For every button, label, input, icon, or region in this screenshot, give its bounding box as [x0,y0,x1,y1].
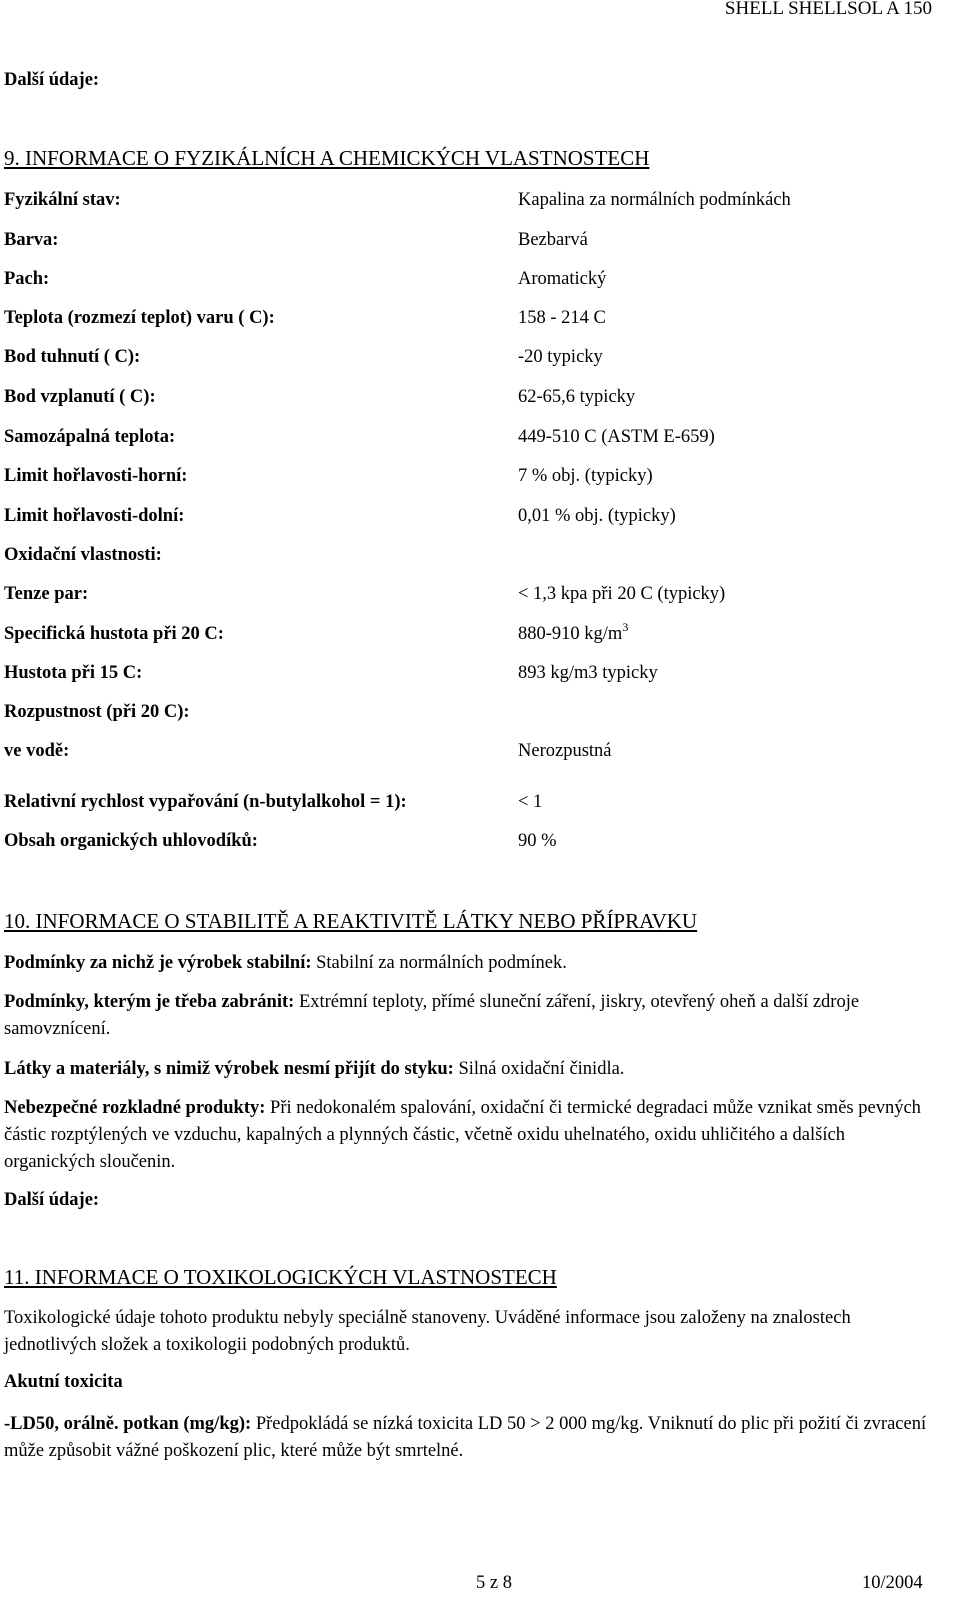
prop-label: Relativní rychlost vypařování (n-butylalkohol = 1): [4,792,407,812]
toxicology-intro: Toxikologické údaje tohoto produktu nebyly speciálně stanoveny. Uváděné informace jsou založeny na znalostech jednotlivých složek a toxikologii podobných produktů. [4,1308,851,1355]
paragraph-label: -LD50, orálně. potkan (mg/kg): [4,1414,252,1434]
paragraph-text: Při nedokonalém spalování, oxidační či termické degradaci může vznikat směs pevných částic rozptýlených ve vzduchu, kapalných a plynných částic, včetně oxidu uhelnatého, oxidu uhličitého a dalších organických sloučenin. [4,1098,921,1172]
section-10-title: 10. INFORMACE O STABILITĚ A REAKTIVITĚ LÁTKY NEBO PŘÍPRAVKU [4,909,698,933]
prop-label: Bod tuhnutí ( C): [4,347,141,367]
prop-value: < 1 [518,792,543,812]
prop-label: ve vodě: [4,741,70,761]
prop-value: 0,01 % obj. (typicky) [518,506,676,526]
prop-label: Barva: [4,230,59,250]
section-9-title: 9. INFORMACE O FYZIKÁLNÍCH A CHEMICKÝCH VLASTNOSTECH [4,146,650,170]
paragraph-label: Podmínky, kterým je třeba zabránit: [4,992,295,1012]
prop-value: Kapalina za normálních podmínkách [518,190,791,210]
prop-value: Aromatický [518,269,607,289]
paragraph [4,989,940,1043]
prop-label: Samozápalná teplota: [4,427,176,447]
paragraph-text: Stabilní za normálních podmínek. [311,953,567,973]
prop-label: Fyzikální stav: [4,190,121,210]
header-product: SHELL SHELLSOL A 150 [724,0,932,19]
paragraph-text: Předpokládá se nízká toxicita LD 50 > 2 000 mg/kg. Vniknutí do plic při požití či zvracení může způsobit vážné poškození plic, které může být smrtelné. [4,1414,927,1461]
paragraph [4,950,940,977]
prop-label: Teplota (rozmezí teplot) varu ( C): [4,308,275,328]
paragraph-label: Podmínky za nichž je výrobek stabilní: [4,953,312,973]
section-11-title: 11. INFORMACE O TOXIKOLOGICKÝCH VLASTNOSTECH [4,1265,557,1289]
prop-label: Limit hořlavosti-dolní: [4,506,185,526]
prop-label: Tenze par: [4,584,89,604]
prop-value-text: 880-910 kg/m [518,624,623,644]
prop-value: 158 - 214 C [518,308,606,328]
paragraph-label: Nebezpečné rozkladné produkty: [4,1098,266,1118]
prop-label: Rozpustnost (při 20 C): [4,702,190,722]
superscript: 3 [622,620,629,634]
paragraph [4,1095,940,1176]
page-number: 5 z 8 [476,1573,512,1593]
paragraph-text: Extrémní teploty, přímé sluneční záření, jiskry, otevřený oheň a další zdroje samovznícení. [4,992,860,1039]
prop-label: Pach: [4,269,50,289]
prop-value: Nerozpustná [518,741,612,761]
prop-label: Limit hořlavosti-horní: [4,466,188,486]
prop-value [518,620,629,645]
prop-value: 893 kg/m3 typicky [518,663,658,683]
footer-date: 10/2004 [862,1573,923,1593]
paragraph [4,1411,940,1465]
prop-value: -20 typicky [518,347,603,367]
prop-value: < 1,3 kpa při 20 C (typicky) [518,584,726,604]
prop-label: Oxidační vlastnosti: [4,545,162,565]
prop-value: Bezbarvá [518,230,588,250]
prop-value: 90 % [518,831,557,851]
more-info-label: Další údaje: [4,1190,100,1210]
prop-value: 7 % obj. (typicky) [518,466,653,486]
more-info-label: Další údaje: [4,70,100,90]
prop-label: Bod vzplanutí ( C): [4,387,156,407]
paragraph-text: Silná oxidační činidla. [453,1059,625,1079]
paragraph [4,1056,940,1083]
prop-label: Specifická hustota při 20 C: [4,624,224,644]
prop-value: 62-65,6 typicky [518,387,636,407]
prop-label: Obsah organických uhlovodíků: [4,831,258,851]
prop-value: 449-510 C (ASTM E-659) [518,427,715,447]
acute-toxicity-heading: Akutní toxicita [4,1372,123,1392]
prop-label: Hustota při 15 C: [4,663,143,683]
paragraph-label: Látky a materiály, s nimiž výrobek nesmí přijít do styku: [4,1059,454,1079]
